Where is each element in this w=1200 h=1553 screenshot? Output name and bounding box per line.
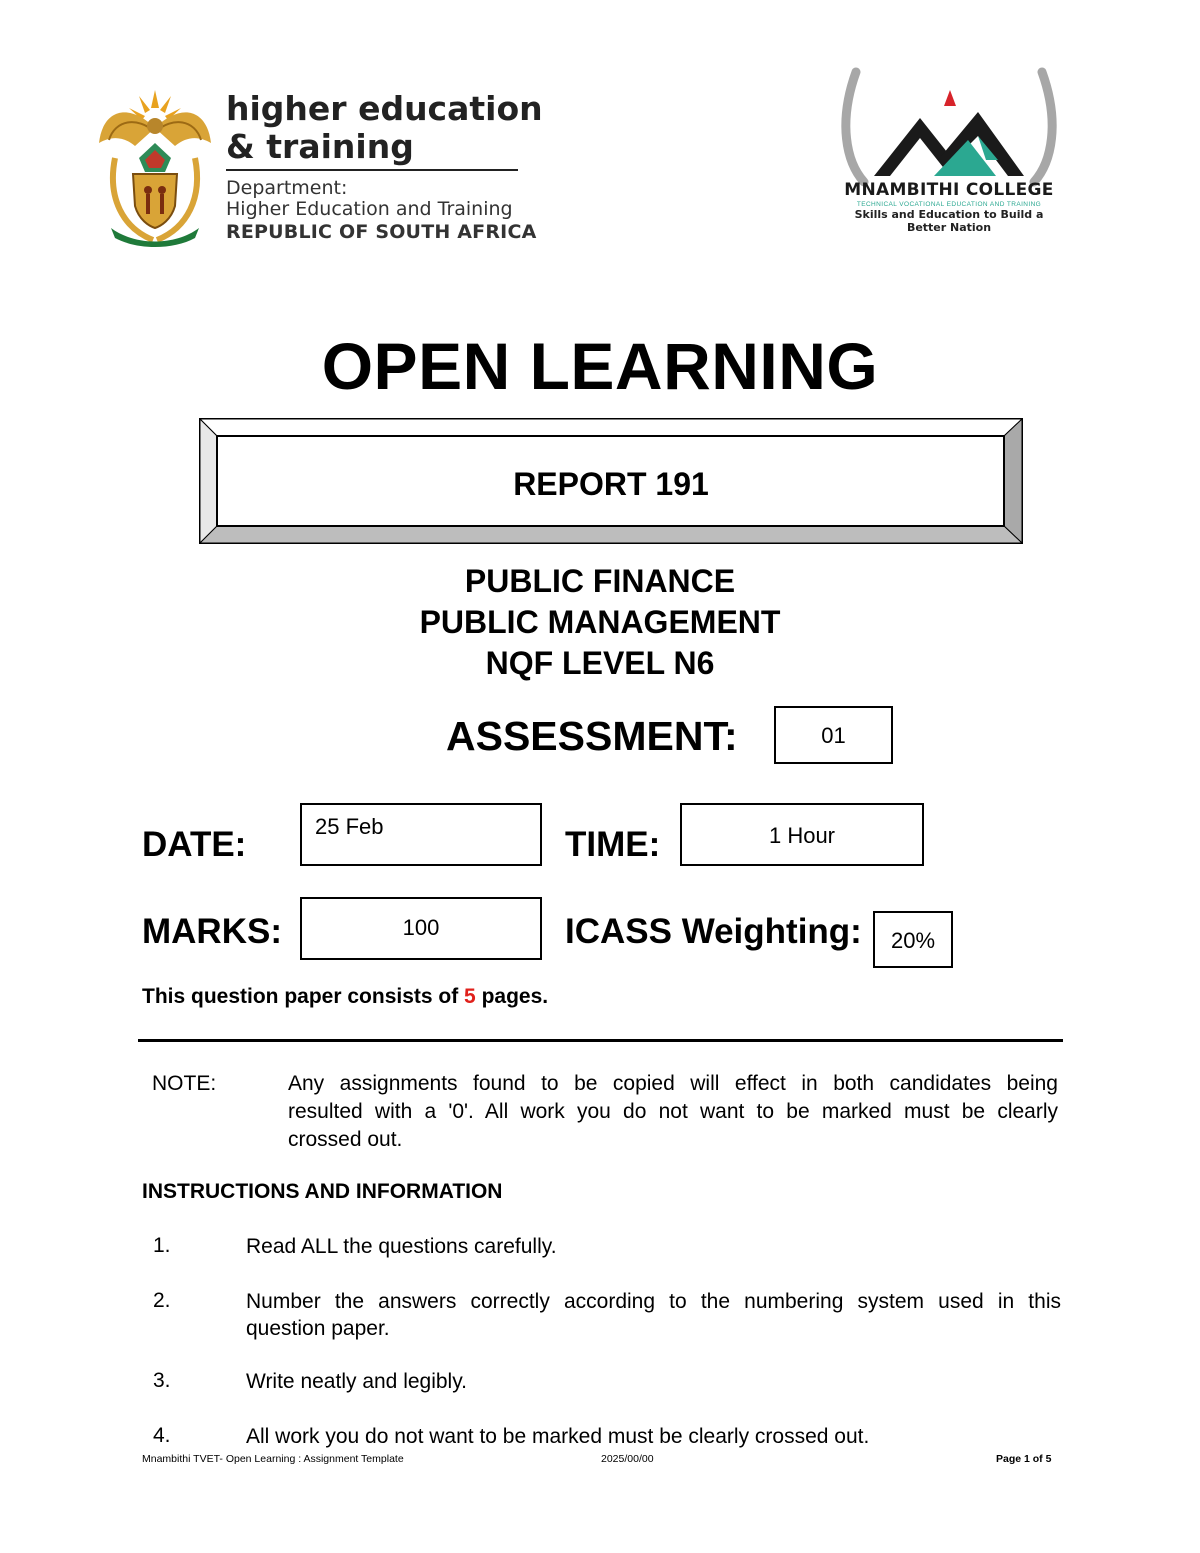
icass-weighting-label: ICASS Weighting: [565, 912, 862, 951]
date-value: 25 Feb [315, 814, 384, 839]
college-tagline: Skills and Education to Build a Better Nation [854, 208, 1044, 234]
instruction-number: 2. [153, 1289, 171, 1312]
pages-statement-suffix: pages. [475, 985, 549, 1008]
pages-statement [142, 985, 548, 1009]
college-subtitle: TECHNICAL VOCATIONAL EDUCATION AND TRAINING [856, 201, 1042, 208]
dhet-department-label: Department: [226, 177, 348, 199]
note-line-3: crossed out. [288, 1128, 403, 1151]
instruction-number: 1. [153, 1234, 171, 1257]
instruction-number: 4. [153, 1424, 171, 1447]
instruction-text: All work you do not want to be marked must be clearly crossed out. [246, 1425, 870, 1448]
footer-left: Mnambithi TVET- Open Learning : Assignment Template [142, 1453, 404, 1465]
icass-weighting-box [873, 911, 953, 968]
dhet-country: REPUBLIC OF SOUTH AFRICA [226, 221, 537, 243]
dhet-department-name: Higher Education and Training [226, 198, 513, 220]
time-label: TIME: [565, 825, 661, 864]
instruction-text: Read ALL the questions carefully. [246, 1235, 557, 1258]
note-label: NOTE: [152, 1072, 217, 1095]
pages-statement-prefix: This question paper consists of [142, 985, 465, 1008]
date-label: DATE: [142, 825, 247, 864]
assessment-label: ASSESSMENT: [446, 713, 738, 759]
instruction-number: 3. [153, 1369, 171, 1392]
time-box [680, 803, 924, 866]
marks-label: MARKS: [142, 912, 282, 951]
footer-page-number: Page 1 of 5 [996, 1453, 1052, 1465]
instructions-heading: INSTRUCTIONS AND INFORMATION [142, 1180, 503, 1203]
assessment-box [774, 706, 893, 764]
page-count: 5 [464, 985, 476, 1008]
assessment-value: 01 [821, 723, 846, 748]
date-box [300, 803, 542, 866]
instruction-text-continued: question paper. [246, 1317, 390, 1340]
page-title: OPEN LEARNING [321, 329, 879, 403]
college-name: MNAMBITHI COLLEGE [844, 180, 1054, 200]
subject-line-2: PUBLIC MANAGEMENT [419, 604, 781, 640]
coat-of-arms-logo [95, 88, 215, 248]
mnambithi-college-logo [838, 62, 1060, 197]
marks-box [300, 897, 542, 960]
dhet-divider [226, 169, 518, 171]
dhet-title-line-2: & training [226, 127, 414, 166]
icass-weighting-value: 20% [890, 928, 936, 953]
subject-line-1: PUBLIC FINANCE [464, 563, 736, 599]
dhet-title-line-1: higher education [226, 89, 543, 128]
note-line-1: Any assignments found to be copied will effect in both candidates being [288, 1072, 1058, 1095]
marks-value: 100 [402, 915, 440, 940]
instruction-text: Number the answers correctly according to the numbering system used in this [246, 1290, 1061, 1313]
report-label: REPORT 191 [513, 466, 709, 502]
subject-line-3: NQF LEVEL N6 [485, 645, 715, 681]
instruction-text: Write neatly and legibly. [246, 1370, 468, 1393]
time-value: 1 Hour [768, 823, 836, 848]
note-line-2: resulted with a '0'. All work you do not want to be marked must be clearly [288, 1100, 1058, 1123]
horizontal-rule [138, 1039, 1063, 1042]
footer-date: 2025/00/00 [601, 1453, 654, 1465]
